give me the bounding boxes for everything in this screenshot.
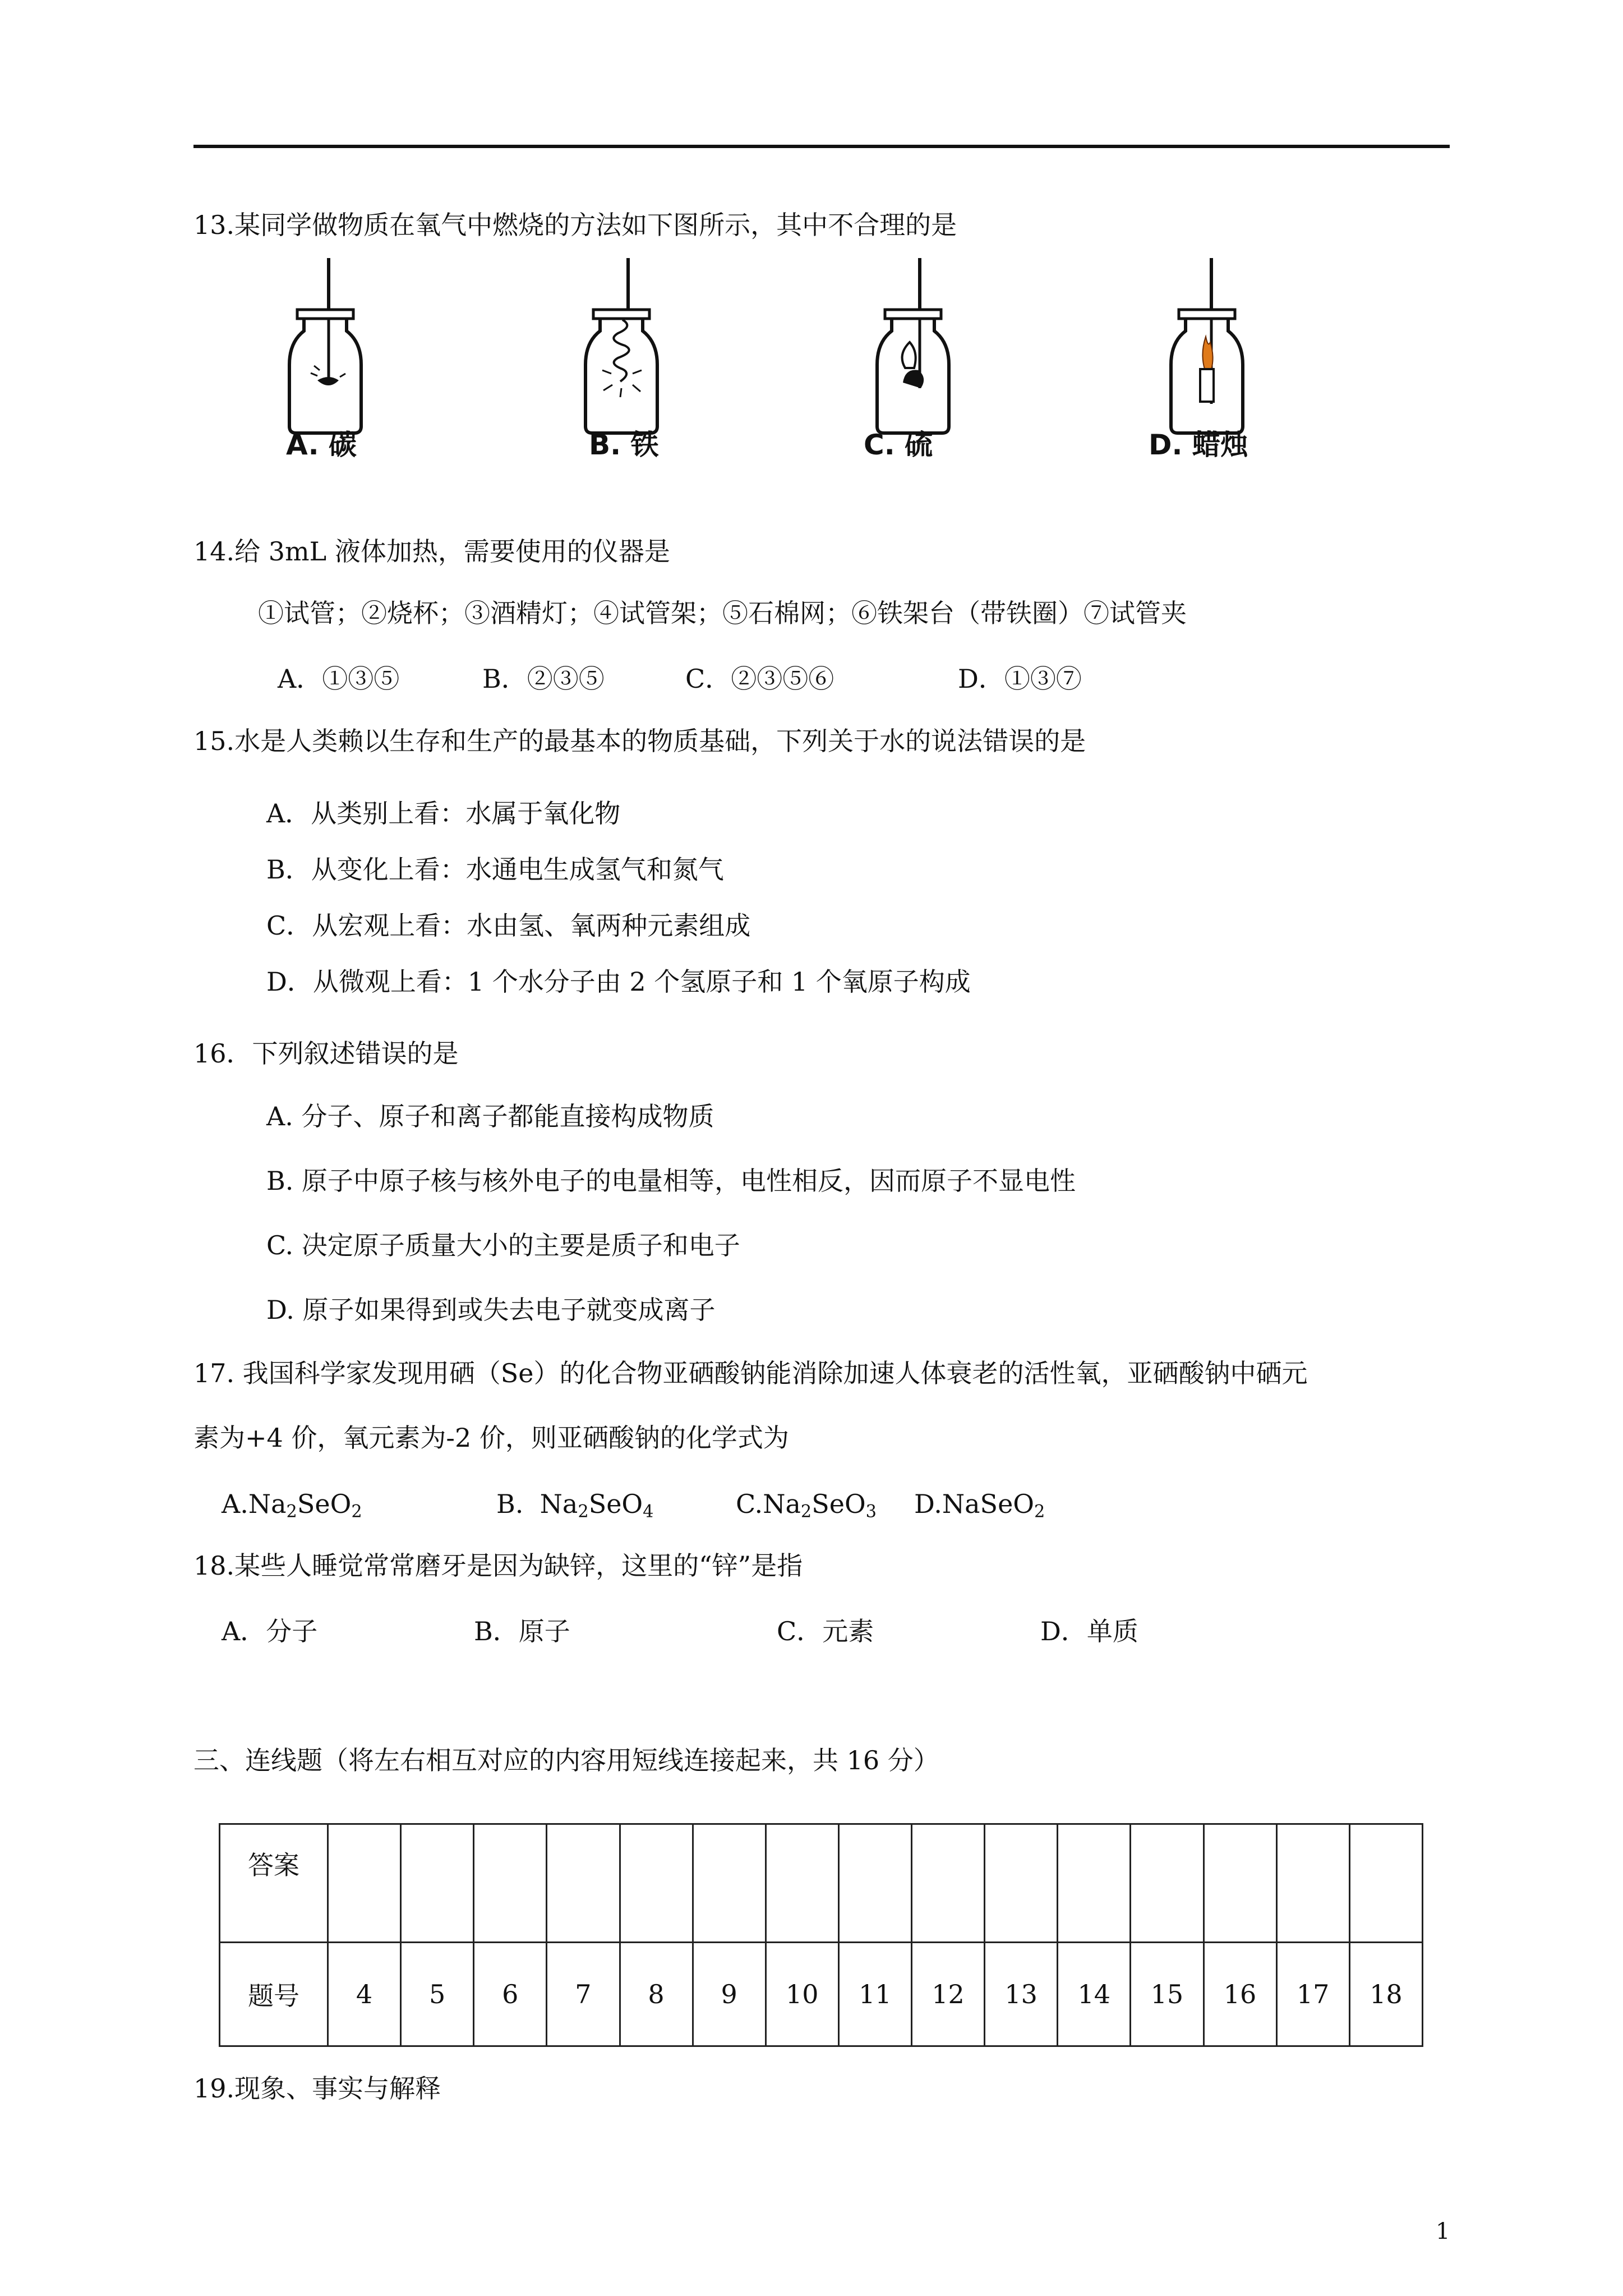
- answer-cell[interactable]: [838, 1824, 911, 1943]
- bottle-candle-icon: [1161, 258, 1262, 438]
- question-number-cell: 6: [474, 1943, 547, 2046]
- answer-cell[interactable]: [1276, 1824, 1349, 1943]
- answer-cell[interactable]: [766, 1824, 838, 1943]
- answer-cell[interactable]: [547, 1824, 620, 1943]
- q13-option-d-label: D. 蜡烛: [1149, 429, 1248, 461]
- q16-option-c: C. 决定原子质量大小的主要是质子和电子: [266, 1230, 740, 1260]
- bottle-iron-icon: [566, 258, 667, 438]
- q17-stem-line1: 17. 我国科学家发现用硒（Se）的化合物亚硒酸钠能消除加速人体衰老的活性氧，亚硒酸钠中硒元: [193, 1358, 1308, 1388]
- q18-option-c: C．元素: [777, 1616, 874, 1646]
- answer-cell[interactable]: [912, 1824, 985, 1943]
- q14-apparatus-list: ①试管；②烧杯；③酒精灯；④试管架；⑤石棉网；⑥铁架台（带铁圈）⑦试管夹: [258, 598, 1187, 628]
- q17-option-d: D.NaSeO$_2$: [914, 1489, 1045, 1522]
- section-3-title: 三、连线题（将左右相互对应的内容用短线连接起来，共 16 分）: [193, 1745, 939, 1775]
- q13-option-a-label: A. 碳: [286, 429, 357, 461]
- q15-option-c: C．从宏观上看：水由氢、氧两种元素组成: [266, 910, 751, 941]
- answer-cell[interactable]: [985, 1824, 1058, 1943]
- answer-row-header: 答案: [220, 1824, 328, 1943]
- q19-stem: 19.现象、事实与解释: [193, 2073, 441, 2104]
- q14-option-a: A．①③⑤: [278, 664, 400, 694]
- q14-option-c: C．②③⑤⑥: [685, 664, 834, 694]
- q16-option-b: B. 原子中原子核与核外电子的电量相等，电性相反，因而原子不显电性: [266, 1166, 1076, 1196]
- answer-cell[interactable]: [1349, 1824, 1422, 1943]
- question-number-cell: 7: [547, 1943, 620, 2046]
- q18-option-a: A．分子: [222, 1616, 318, 1646]
- answer-cell[interactable]: [1058, 1824, 1131, 1943]
- question-number-cell: 14: [1058, 1943, 1131, 2046]
- q14-option-d: D．①③⑦: [958, 664, 1082, 694]
- question-number-cell: 5: [401, 1943, 474, 2046]
- question-number-row-header: 题号: [220, 1943, 328, 2046]
- answer-cell[interactable]: [328, 1824, 401, 1943]
- question-number-cell: 16: [1204, 1943, 1276, 2046]
- question-number-cell: 9: [693, 1943, 766, 2046]
- q17-option-b: B. $Na_2SeO_4$: [496, 1489, 654, 1522]
- q13-option-b-label: B. 铁: [589, 429, 659, 461]
- q14-option-b: B．②③⑤: [482, 664, 605, 694]
- q15-option-b: B．从变化上看：水通电生成氢气和氮气: [266, 854, 724, 885]
- answer-cell[interactable]: [1131, 1824, 1204, 1943]
- q13-option-c-label: C. 硫: [864, 429, 933, 461]
- q15-option-a: A．从类别上看：水属于氧化物: [266, 798, 621, 829]
- question-number-cell: 17: [1276, 1943, 1349, 2046]
- page-number: 1: [1436, 2219, 1450, 2244]
- q17-stem-line2: 素为+4 价，氧元素为-2 价，则亚硒酸钠的化学式为: [193, 1423, 789, 1453]
- q18-option-d: D．单质: [1040, 1616, 1138, 1646]
- question-number-row: [220, 1943, 1423, 2046]
- answer-cell[interactable]: [401, 1824, 474, 1943]
- question-number-cell: 4: [328, 1943, 401, 2046]
- q17-option-c: $C.Na_2SeO_3$: [736, 1489, 877, 1522]
- answer-cell[interactable]: [1204, 1824, 1276, 1943]
- answer-table: [219, 1823, 1423, 2047]
- answer-cell[interactable]: [693, 1824, 766, 1943]
- question-number-cell: 13: [985, 1943, 1058, 2046]
- question-number-cell: 12: [912, 1943, 985, 2046]
- q16-option-d: D. 原子如果得到或失去电子就变成离子: [266, 1295, 716, 1325]
- answer-row: [220, 1824, 1423, 1943]
- answer-cell[interactable]: [474, 1824, 547, 1943]
- bottle-carbon-icon: [275, 258, 376, 438]
- q17-option-a: $A.Na_2SeO_2$: [222, 1489, 362, 1522]
- q14-stem: 14.给 3mL 液体加热，需要使用的仪器是: [193, 536, 670, 567]
- question-number-cell: 18: [1349, 1943, 1422, 2046]
- question-number-cell: 15: [1131, 1943, 1204, 2046]
- question-number-cell: 8: [620, 1943, 693, 2046]
- q16-option-a: A. 分子、原子和离子都能直接构成物质: [266, 1101, 714, 1131]
- q16-stem: 16．下列叙述错误的是: [193, 1038, 459, 1069]
- question-number-cell: 11: [838, 1943, 911, 2046]
- answer-cell[interactable]: [620, 1824, 693, 1943]
- question-number-cell: 10: [766, 1943, 838, 2046]
- q18-option-b: B．原子: [474, 1616, 570, 1646]
- q18-stem: 18.某些人睡觉常常磨牙是因为缺锌，这里的“锌”是指: [193, 1550, 803, 1581]
- q15-stem: 15.水是人类赖以生存和生产的最基本的物质基础，下列关于水的说法错误的是: [193, 726, 1086, 756]
- q15-option-d: D．从微观上看：1 个水分子由 2 个氢原子和 1 个氧原子构成: [266, 967, 971, 997]
- header-rule: [193, 145, 1450, 148]
- bottle-sulfur-icon: [858, 258, 959, 438]
- q13-stem: 13.某同学做物质在氧气中燃烧的方法如下图所示，其中不合理的是: [193, 210, 957, 240]
